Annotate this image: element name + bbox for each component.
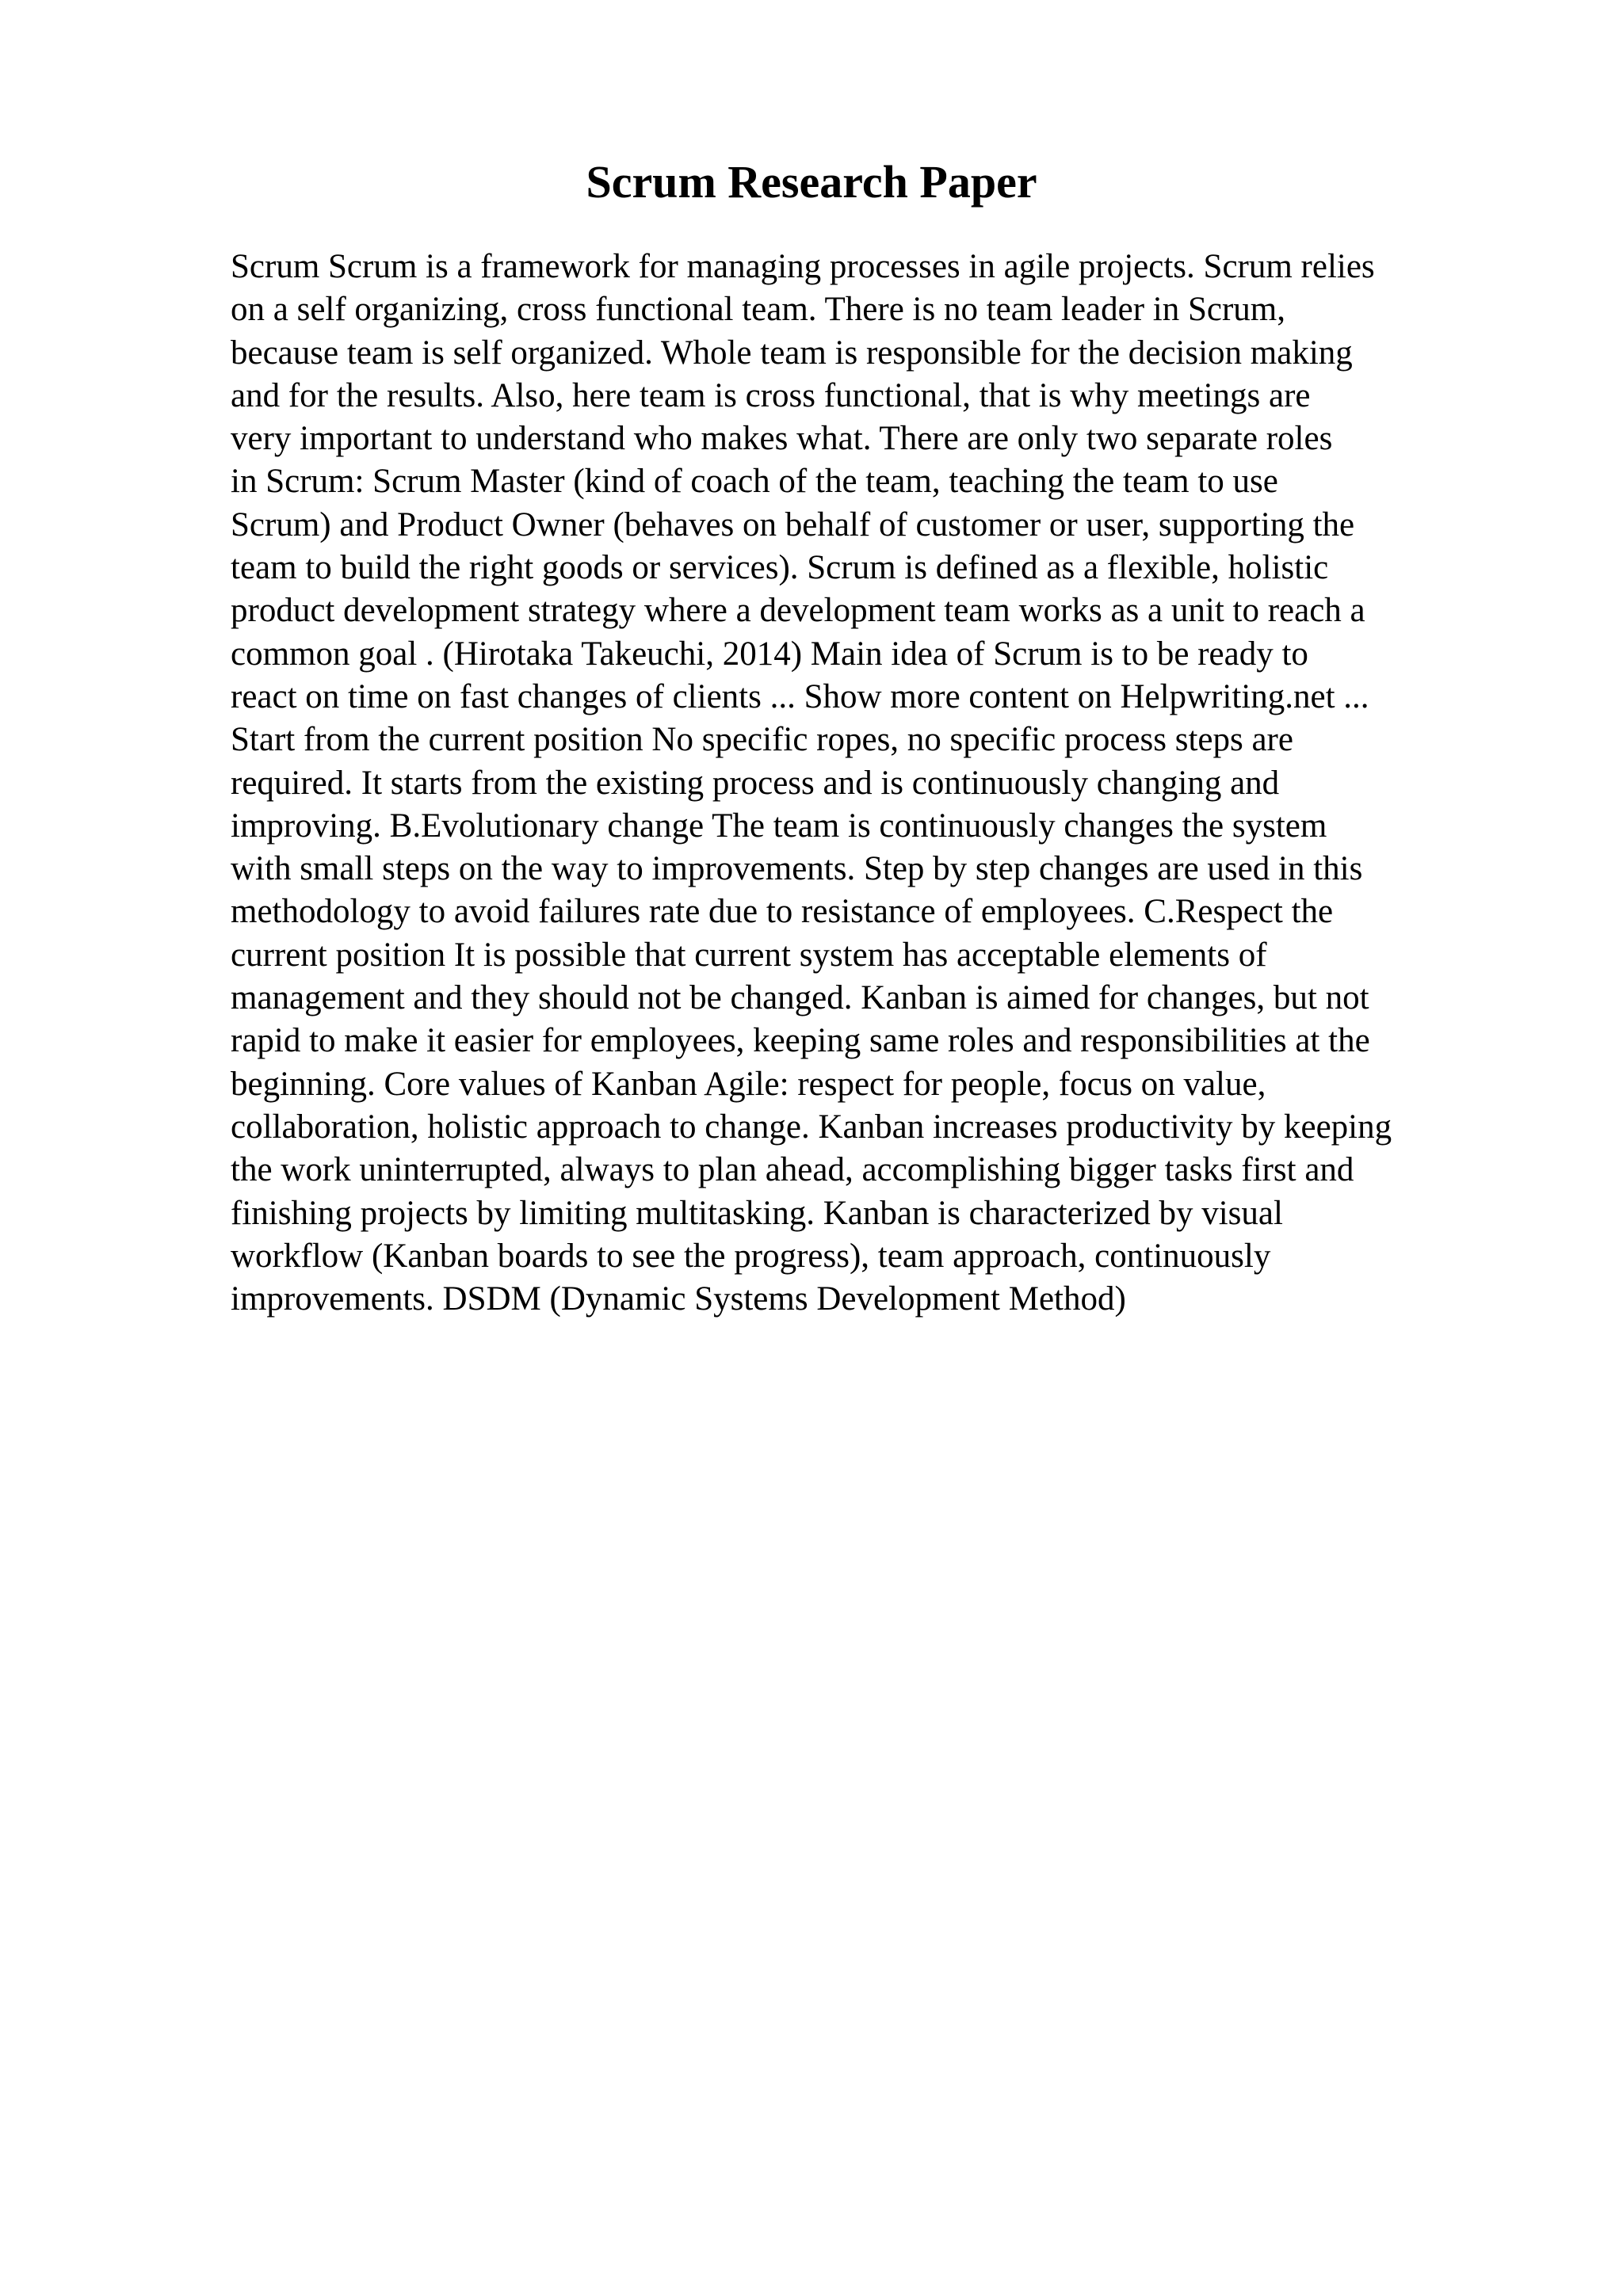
body-line: with small steps on the way to improvements. Step by step changes are used in this [231, 850, 1363, 888]
body-line: and for the results. Also, here team is cross functional, that is why meetings are [231, 376, 1311, 414]
body-line: the work uninterrupted, always to plan ahead, accomplishing bigger tasks first and [231, 1151, 1354, 1189]
body-line: because team is self organized. Whole team is responsible for the decision making [231, 334, 1353, 372]
body-line: beginning. Core values of Kanban Agile: respect for people, focus on value, [231, 1065, 1266, 1103]
body-line: on a self organizing, cross functional team. There is no team leader in Scrum, [231, 291, 1286, 329]
body-line: rapid to make it easier for employees, keeping same roles and responsibilities at the [231, 1022, 1370, 1060]
body-line: required. It starts from the existing process and is continuously changing and [231, 764, 1280, 802]
body-line: finishing projects by limiting multitasking. Kanban is characterized by visual [231, 1194, 1283, 1232]
body-line: react on time on fast changes of clients ... Show more content on Helpwriting.net ... [231, 677, 1369, 715]
document-title: Scrum Research Paper [586, 156, 1037, 208]
body-line: common goal . (Hirotaka Takeuchi, 2014) Main idea of Scrum is to be ready to [231, 635, 1308, 673]
body-line: team to build the right goods or services). Scrum is defined as a flexible, holistic [231, 549, 1329, 587]
body-line: very important to understand who makes what. There are only two separate roles [231, 420, 1333, 458]
body-line: improving. B.Evolutionary change The team is continuously changes the system [231, 807, 1327, 845]
body-line: Start from the current position No specific ropes, no specific process steps are [231, 721, 1293, 759]
body-line: management and they should not be changed. Kanban is aimed for changes, but not [231, 979, 1369, 1017]
body-line: workflow (Kanban boards to see the progress), team approach, continuously [231, 1237, 1271, 1275]
body-line: current position It is possible that current system has acceptable elements of [231, 936, 1267, 974]
body-line: in Scrum: Scrum Master (kind of coach of the team, teaching the team to use [231, 463, 1278, 501]
body-line: methodology to avoid failures rate due to resistance of employees. C.Respect the [231, 893, 1334, 931]
document-body [231, 246, 1499, 1321]
body-line: Scrum) and Product Owner (behaves on behalf of customer or user, supporting the [231, 505, 1355, 543]
body-line: Scrum Scrum is a framework for managing processes in agile projects. Scrum relies [231, 248, 1375, 285]
body-line: product development strategy where a development team works as a unit to reach a [231, 592, 1365, 630]
body-line: improvements. DSDM (Dynamic Systems Development Method) [231, 1280, 1126, 1318]
body-line: collaboration, holistic approach to change. Kanban increases productivity by keeping [231, 1108, 1392, 1146]
